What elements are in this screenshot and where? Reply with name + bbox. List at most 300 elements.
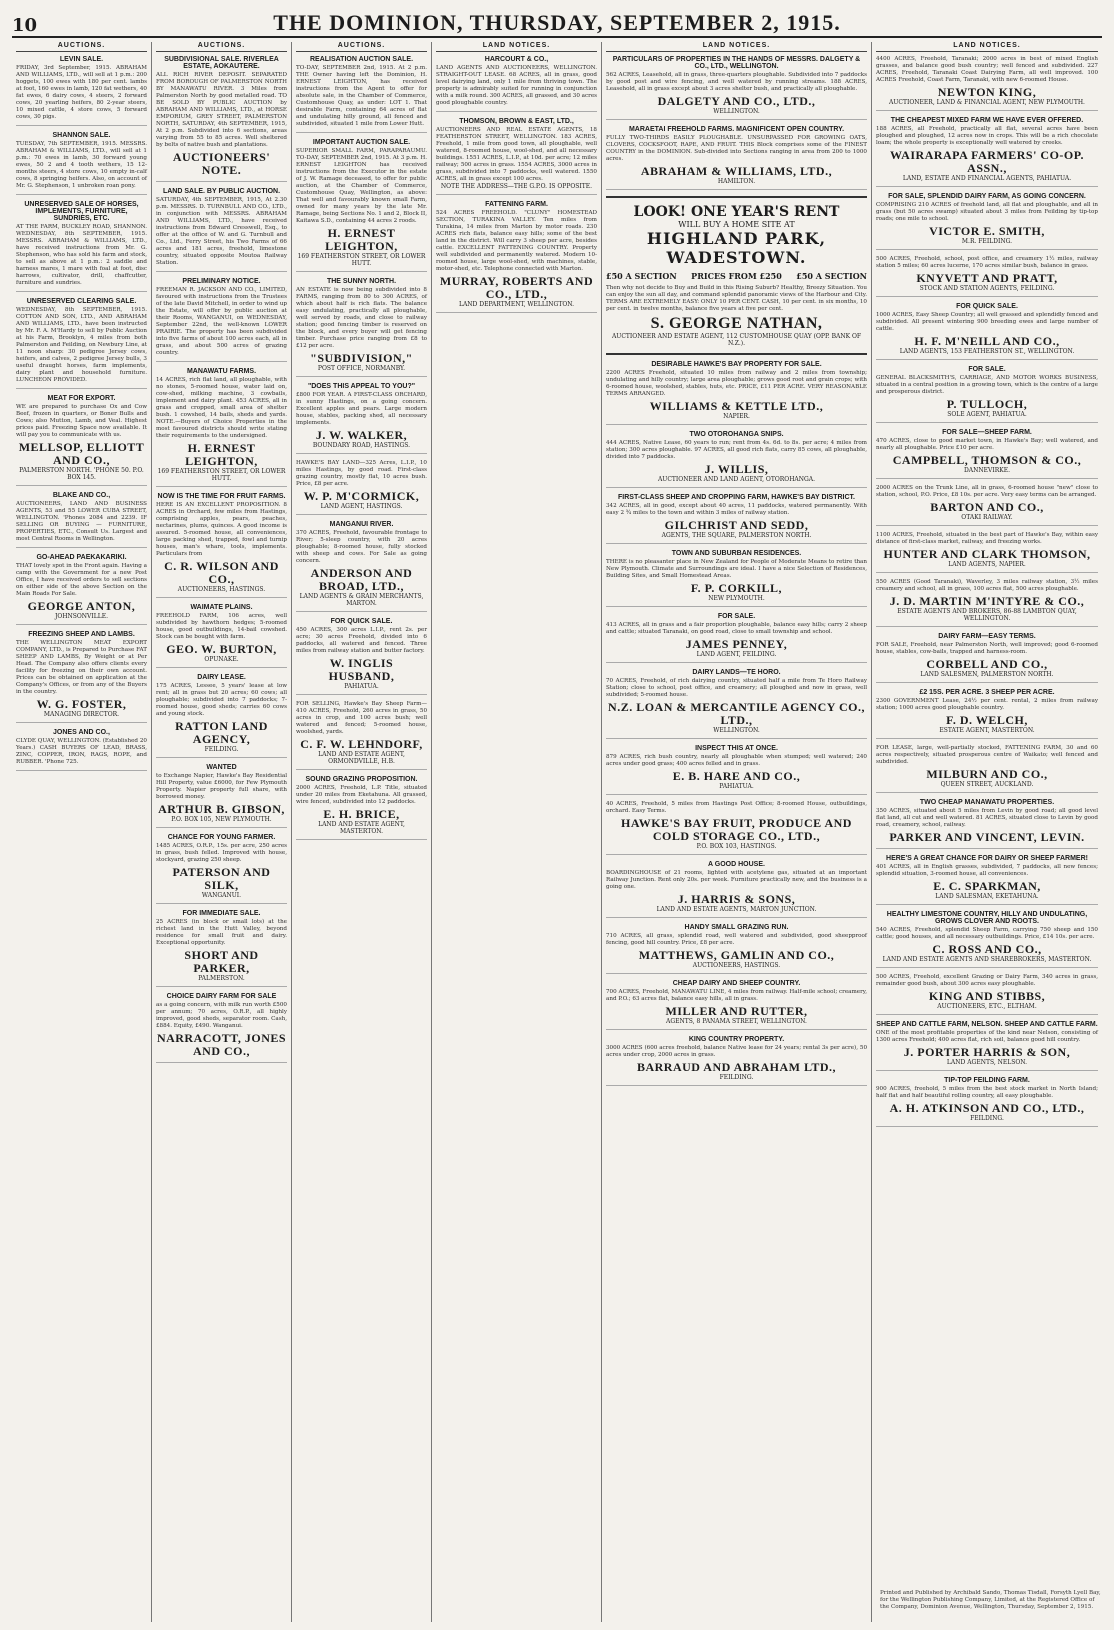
ad-advertiser-address: NAPIER. [723, 413, 750, 420]
ad-advertiser-name: KNYVETT AND PRATT, [916, 271, 1058, 285]
ad-body-text: ALL RICH RIVER DEPOSIT. SEPARATED FROM BOROUGH OF PALMERSTON NORTH BY MANAWATU RIVER. 3 Miles from Palmerston North by good metalled road. TO BE SOLD BY PUBLIC AUCTION by ABRAHAM AND WILLIAMS, LTD., at HORSE EMPORIUM, GREY STREET, PALMERSTON NORTH, SATURDAY, 4th SEPTEMBER, 1915, At 2 p.m. Subdivided into 6 sections, areas varying from 55 to 85 acres. Well sheltered by belts of native bush and plantations. [156, 72, 287, 148]
ad-heading: LEVIN SALE. [59, 56, 104, 63]
ad-body-text: 70 ACRES, Freehold, of rich dairying country, situated half a mile from Te Horo Railway Station; close to school, post office, and creamery; all ploughed and now in grass, well subdivided; 5-roomed house. [606, 678, 867, 698]
ad-advertiser-name: ARTHUR B. GIBSON, [158, 802, 285, 816]
ad-advertiser-name: H. F. M'NEILL AND CO., [914, 334, 1060, 348]
ad-body-text: AUCTIONEERS, LAND AND BUSINESS AGENTS, 53 and 55 LOWER CUBA STREET, WELLINGTON. 'Phones 2084 and 2239. IF SELLING OR BUYING — FURNITURE, PROPERTIES, ETC., Consult Us. Largest and most Central Rooms in Wellington. [16, 501, 147, 542]
feature-headline: LOOK! ONE YEAR'S RENT [633, 204, 840, 220]
column-5 [602, 42, 872, 1622]
ad-body-text: GENERAL BLACKSMITH'S, CARRIAGE, AND MOTOR WORKS BUSINESS, situated in a central position in a growing town, which is the centre of a large and prosperous district. [876, 375, 1098, 395]
ad-heading: MARAETAI FREEHOLD FARMS. MAGNIFICENT OPEN COUNTRY. [628, 126, 845, 133]
ad-body-text: AT THE FARM, BUCKLEY ROAD, SHANNON. WEDNESDAY, 8th SEPTEMBER, 1915. MESSRS. ABRAHAM & WILLIAMS, LTD., have received instructions from Mr. G. Stephenson, who has sold his farm and stock, to sell as above at 1 p.m.: 2 saddle and harness mares, 1 mare with foal at foot, disc harrows, cultivator, drill, chaffcutter, furniture and sundries. [16, 224, 147, 286]
ad-heading: TIP-TOP FEILDING FARM. [944, 1077, 1030, 1084]
ad-heading: WANTED [206, 764, 237, 771]
ad-advertiser-address: LAND AGENT, FEILDING. [696, 651, 777, 658]
ad-advertiser-name: J. WILLIS, [704, 462, 769, 476]
ad-advertiser-address: NOTE THE ADDRESS—THE G.P.O. IS OPPOSITE. [440, 183, 593, 190]
ad-heading: FIRST-CLASS SHEEP AND CROPPING FARM, HAWKE'S BAY DISTRICT. [618, 494, 855, 501]
ad-advertiser-name: AUCTIONEERS' NOTE. [172, 150, 271, 177]
advertisement [606, 669, 867, 739]
ad-body-text: 40 ACRES, Freehold, 5 miles from Hastings Post Office; 8-roomed House, outbuildings, orchard. Easy Terms. [606, 801, 867, 814]
advertisement [876, 633, 1098, 683]
masthead [12, 6, 1102, 38]
ad-advertiser-address: P.O. BOX 105, NEW PLYMOUTH. [171, 816, 272, 823]
column-heading: LAND NOTICES. [436, 42, 597, 52]
ad-heading: FOR SALE. [968, 366, 1006, 373]
ad-advertiser-address: MANAGING DIRECTOR. [43, 711, 120, 718]
ad-advertiser-address: LAND, ESTATE AND FINANCIAL AGENTS, PAHIATUA. [902, 175, 1072, 182]
ad-body-text: AUCTIONEERS AND REAL ESTATE AGENTS, 18 FEATHERSTON STREET, WELLINGTON. 183 ACRES, Freehold, 1 mile from good town, all ploughable, well watered, 8-roomed house, wool-shed, and all necessary buildings. 1551 ACRES, L.I.P., at 10d. per acre; 12 miles railway; 500 acres in grass. 1554 ACRES, 3000 acres in grass, subdivided into 7 paddocks, well watered. 1550 ACRES, all in grass except 100 acres. [436, 127, 597, 182]
ad-advertiser-name: JAMES PENNEY, [685, 637, 788, 651]
ad-heading: JONES AND CO., [53, 729, 110, 736]
ad-advertiser-name: C. F. W. LEHNDORF, [300, 737, 423, 751]
ad-advertiser-name: J. PORTER HARRIS & SON, [903, 1045, 1071, 1059]
advertisement [876, 366, 1098, 423]
column-4 [432, 42, 602, 1622]
advertisement [606, 361, 867, 425]
ad-advertiser-address: AUCTIONEERS, ETC., ELTHAM. [937, 1003, 1037, 1010]
ad-advertiser-address: SOLE AGENT, PAHIATUA. [947, 411, 1027, 418]
feature-body-text: Then why not decide to Buy and Build in this Rising Suburb? Healthy, Breezy Situation. You can enjoy the sun all day, and command splendid panoramic views of the Harbour and City. TERMS ARE EXTREMELY EASY: ONLY 10 PER CENT. CASH, 10 per cent. in six months, 10 per cent. in twelve months, balance five years at five per cent. [606, 285, 867, 312]
column-heading: AUCTIONS. [296, 42, 427, 52]
ad-heading: SOUND GRAZING PROPOSITION. [305, 776, 418, 783]
advertisement [876, 1021, 1098, 1071]
ad-advertiser-address: LAND AGENTS & GRAIN MERCHANTS, MARTON. [299, 593, 424, 607]
highland-park-feature [606, 196, 867, 355]
ad-body-text: to Exchange Napier, Hawke's Bay Residential Hill Property, value £6000, for Few Plymouth Property. Napier property full share, with borrowed money. [156, 773, 287, 800]
ad-heading: SUBDIVISIONAL SALE. RIVERLEA ESTATE, AOKAUTERE. [164, 56, 279, 70]
ad-advertiser-name: H. ERNEST LEIGHTON, [325, 226, 398, 253]
ad-body-text: 14 ACRES, rich flat land, all ploughable, with no stones, 5-roomed house, water laid on, cow-shed, milking machine, 3 cowbails, implement and dairy plant. 453 ACRES, all in grass and cropped, small area of shelter bush. 1 cowshed, 14 bails, sheds and yards. NOTE.—Buyers of Choice Properties in the most favoured districts should write stating their requirements to the undersigned. [156, 377, 287, 439]
ad-advertiser-address: LAND AND ESTATE AGENTS, MARTON JUNCTION. [656, 906, 817, 913]
advertisement [606, 801, 867, 855]
advertisement [876, 799, 1098, 849]
ad-heading: CHEAP DAIRY AND SHEEP COUNTRY. [672, 980, 801, 987]
ad-body-text: FREEMAN R. JACKSON AND CO., LIMITED, favoured with instructions from the Trustees of the late David Mitchell, in order to wind up the Estate, will offer by public auction at their Rooms, WANGANUI, on WEDNESDAY, September 22nd, the well-known LOWER PRAIRIE. The property has been subdivided into five farms of about 100 acres each, all in grass, and about 500 acres of grazing country. [156, 287, 287, 356]
ad-body-text: THE WELLINGTON MEAT EXPORT COMPANY, LTD., is Prepared to Purchase FAT SHEEP AND LAMBS, By Weight or at Per Head. The Company also offers clients every facility for freezing on their own account. Prices can be obtained on application at the Company's Offices, or from any of the Buyers in the country. [16, 640, 147, 695]
ad-body-text: 500 ACRES, Freehold, excellent Grazing or Dairy Farm, 340 acres in grass, remainder good bush, about 300 acres easy ploughable. [876, 974, 1098, 987]
ad-body-text: 550 ACRES (Good Taranaki), Waverley, 3 miles railway station, 3½ miles creamery and school, all in grass, 100 acres flat, 500 acres ploughable. [876, 579, 1098, 592]
ad-heading: TWO OTOROHANGA SNIPS. [689, 431, 784, 438]
ad-body-text: 500 ACRES, Freehold, school, post office, and creamery 1½ miles, railway station 5 miles; 60 acres lucerne, 170 acres similar bush, balance in grass. [876, 256, 1098, 269]
advertisement [296, 383, 427, 454]
ad-advertiser-name: CAMPBELL, THOMSON & CO., [892, 453, 1082, 467]
advertisement [296, 521, 427, 612]
ad-advertiser-name: W. INGLIS HUSBAND, [328, 656, 395, 683]
ad-heading: FOR SALE, SPLENDID DAIRY FARM, AS GOING CONCERN. [888, 193, 1086, 200]
ad-body-text: ONE of the most profitable properties of the kind near Nelson, consisting of 1300 acres Freehold; 400 acres flat, rich soil, balance good hill country. [876, 1030, 1098, 1043]
ad-body-text: FOR SALE, Freehold, near Palmerston North, well improved; good 6-roomed house, stables, cow-bails, trapped and harness-room. [876, 642, 1098, 655]
ad-heading: PRELIMINARY NOTICE. [182, 278, 261, 285]
ad-heading: WAIMATE PLAINS. [190, 604, 253, 611]
ad-heading: CHOICE DAIRY FARM FOR SALE [166, 993, 277, 1000]
ad-heading: FOR QUICK SALE. [956, 303, 1018, 310]
ad-body-text: 370 ACRES, Freehold, favourable frontage to River; 5-sleep country, with 20 acres ploughable; 8-roomed house, fully stocked with sheep and cows. For Sale as going concern. [296, 530, 427, 564]
ad-advertiser-name: N.Z. LOAN & MERCANTILE AGENCY CO., LTD., [608, 700, 865, 727]
ad-advertiser-name: C. R. WILSON AND CO., [164, 559, 279, 586]
ad-advertiser-address: BOUNDARY ROAD, HASTINGS. [312, 442, 411, 449]
ad-advertiser-address: WANGANUI. [201, 892, 242, 899]
ad-advertiser-name: GEORGE ANTON, [27, 599, 136, 613]
ad-advertiser-address: LAND SALESMEN, PALMERSTON NORTH. [920, 671, 1054, 678]
ad-body-text: 562 ACRES, Leasehold, all in grass, three-quarters ploughable. Subdivided into 7 paddocks by good post and wire fencing, and well watered by running streams. 188 ACRES, Leasehold, all in grass except about 3 acres shelter bush, and practically all ploughable. [606, 72, 867, 92]
page-columns [12, 42, 1102, 1622]
ad-body-text: 401 ACRES, all in English grasses, subdivided, 7 paddocks, all new fences; splendid situation, 3-roomed house, all conveniences. [876, 864, 1098, 877]
ad-body-text: 1100 ACRES, Freehold, situated in the best part of Hawke's Bay, within easy distance of first-class market, railway, and freezing works. [876, 532, 1098, 545]
ad-body-text: 470 ACRES, close to good market town, in Hawke's Bay; well watered, and nearly all ploughable. Price £10 per acre. [876, 438, 1098, 451]
advertisement [876, 579, 1098, 627]
feature-advertiser-name: S. GEORGE NATHAN, [650, 315, 823, 332]
ad-advertiser-address: WELLINGTON. [713, 108, 760, 115]
ad-body-text: FRIDAY, 3rd September, 1915. ABRAHAM AND WILLIAMS, LTD., will sell at 1 p.m.: 200 hoggets, 100 ewes with 180 per cent. lambs at foot, 160 ewes in lamb, 120 fat wethers, 40 fat ewes, 6 dairy cows, 4 steers, 2 forward cows, 20 yearling heifers, 80 2-year steers, 10 mixed cattle, 4 store cows, 5 forward cows, 30 pigs. [16, 65, 147, 120]
advertisement [16, 729, 147, 771]
ad-body-text: 1485 ACRES, O.R.P., 15s. per acre, 250 acres in grass, bush felled. Improved with house, stockyard, grazing 250 sheep. [156, 843, 287, 863]
ad-heading: CHANCE FOR YOUNG FARMER. [167, 834, 276, 841]
ad-body-text: WE are prepared to purchase Ox and Cow Beef, frozen in quarters, or Boner Bulls and Cows; also Mutton, Lamb, and Veal. Highest prices paid. Freezing Space now available. It will pay you to communicate with us. [16, 404, 147, 438]
ad-advertiser-name: MILLER AND RUTTER, [665, 1004, 808, 1018]
ad-heading: MEAT FOR EXPORT. [47, 395, 116, 402]
column-6 [872, 42, 1102, 1622]
advertisement [16, 298, 147, 389]
ad-advertiser-address: P.O. BOX 103, HASTINGS. [696, 843, 777, 850]
ad-advertiser-address: LAND DEPARTMENT, WELLINGTON. [458, 301, 575, 308]
ad-advertiser-address: LAND AGENT, HASTINGS. [320, 503, 403, 510]
ad-body-text: 700 ACRES, Freehold, MANAWATU LINE, 4 miles from railway. Half-mile school; creamery, and P.O.; 63 acres flat, balance easy hills, all in grass. [606, 989, 867, 1002]
advertisement [296, 278, 427, 377]
ad-advertiser-name: HAWKE'S BAY FRUIT, PRODUCE AND COLD STORAGE CO., LTD., [621, 816, 852, 843]
ad-heading: THE CHEAPEST MIXED FARM WE HAVE EVER OFFERED. [890, 117, 1084, 124]
advertisement [16, 56, 147, 126]
ad-body-text: 350 ACRES, situated about 5 miles from Levin by good road; all good level flat land, all cut and well watered. 81 ACRES, situated close to Levin by good road, creamery, school, railway. [876, 808, 1098, 828]
ad-heading: THE SUNNY NORTH. [326, 278, 397, 285]
ad-body-text: COMPRISING 210 ACRES of freehold land, all flat and ploughable, and all in grass (but 50 acres swamp) situated about 3 miles from Feilding by tip-top roads; one mile to school. [876, 202, 1098, 222]
ad-body-text: 450 ACRES, 300 acres L.I.P., rent 2s. per acre; 30 acres Freehold, divided into 6 paddocks, all watered and fenced. Three miles from railway station and butter factory. [296, 627, 427, 654]
ad-advertiser-name: PARKER AND VINCENT, LEVIN. [889, 830, 1085, 844]
ad-advertiser-name: PATERSON AND SILK, [172, 865, 271, 892]
ad-advertiser-address: PALMERSTON. [198, 975, 245, 982]
ad-advertiser-name: E. H. BRICE, [323, 807, 400, 821]
ad-advertiser-address: WELLINGTON. [713, 727, 760, 734]
ad-heading: FATTENING FARM. [485, 201, 548, 208]
advertisement [606, 494, 867, 544]
ad-body-text: 2300 GOVERNMENT Lease, 24½ per cent. rental, 2 miles from railway station; 1000 acres good ploughable country. [876, 698, 1098, 711]
advertisement [156, 764, 287, 828]
advertisement [156, 278, 287, 362]
advertisement [876, 193, 1098, 250]
advertisement [876, 485, 1098, 526]
ad-advertiser-address: FEILDING. [204, 746, 239, 753]
ad-advertiser-name: E. B. HARE AND CO., [672, 769, 801, 783]
ad-advertiser-address: AGENTS, THE SQUARE, PALMERSTON NORTH. [661, 532, 812, 539]
ad-advertiser-name: ANDERSON AND BROAD, LTD., [310, 566, 413, 593]
advertisement [296, 776, 427, 840]
ad-heading: DAIRY LANDS—TE HORO. [692, 669, 781, 676]
ad-body-text: BOARDINGHOUSE of 21 rooms, lighted with acetylene gas, situated at an important Railway Junction. Rent only 20s. per week. Furniture practically new, and the business is a going one. [606, 870, 867, 890]
advertisement [606, 431, 867, 488]
ad-body-text: FULLY TWO-THIRDS EASILY PLOUGHABLE. UNSURPASSED FOR GROWING OATS, CLOVERS, COCKSFOOT, RAPE, AND FRUIT. THIS Block comprises some of the FINEST COUNTRY in the DOMINION. Sub-divided into Sections ranging in area from 200 to 1000 acres. [606, 135, 867, 162]
advertisement [876, 1077, 1098, 1127]
ad-heading: IMPORTANT AUCTION SALE. [312, 139, 411, 146]
ad-advertiser-address: 169 FEATHERSTON STREET, OR LOWER HUTT. [157, 468, 286, 482]
ad-advertiser-address: 169 FEATHERSTON STREET, OR LOWER HUTT. [297, 253, 426, 267]
advertisement [436, 201, 597, 313]
advertisement [156, 604, 287, 668]
advertisement [876, 855, 1098, 905]
ad-body-text: HAWKE'S BAY LAND—325 Acres, L.I.P., 10 miles Hastings, by good road. First-class grazing country, mostly flat, 10 acres bush. Price, £8 per acre. [296, 460, 427, 487]
ad-body-text: 540 ACRES, Freehold, splendid Sheep Farm, carrying 750 sheep and 150 cattle; good houses, and all necessary outbuildings. Price, £14 10s. per acre. [876, 927, 1098, 940]
ad-advertiser-name: MILBURN AND CO., [926, 767, 1048, 781]
ad-advertiser-name: F. D. WELCH, [946, 713, 1028, 727]
ad-advertiser-address: STOCK AND STATION AGENTS, FEILDING. [919, 285, 1055, 292]
feature-place: HIGHLAND PARK, WADESTOWN. [646, 229, 827, 267]
ad-advertiser-name: F. P. CORKILL, [690, 581, 783, 595]
advertisement [156, 993, 287, 1063]
ad-advertiser-address: PAHIATUA. [344, 683, 379, 690]
ad-body-text: FREEHOLD FARM, 106 acres, well subdivided by hawthorn hedges; 5-roomed house, good outbuildings, 14-bail cowshed. Stock can be bought with farm. [156, 613, 287, 640]
ad-heading: FOR IMMEDIATE SALE. [182, 910, 261, 917]
ad-body-text: 3000 ACRES (600 acres freehold, balance Native lease for 24 years; rental 3s per acre), 50 acres under crop, 2000 acres in grass. [606, 1045, 867, 1058]
advertisement [156, 674, 287, 758]
advertisement [156, 56, 287, 182]
advertisement [876, 56, 1098, 111]
advertisement [16, 492, 147, 548]
column-3 [292, 42, 432, 1622]
advertisement [16, 132, 147, 195]
imprint-footer: Printed and Published by Archibald Sando, Thomas Tisdall, Forsyth Lyell Bay, for the Wellington Publishing Company, Limited, at the Registered Office of the Company, Dominion Avenue, Wellington, Thursday, September 2, 1915. [880, 1590, 1101, 1610]
advertisement [296, 701, 427, 770]
ad-advertiser-name: ABRAHAM & WILLIAMS, LTD., [640, 164, 833, 178]
ad-advertiser-address: AUCTIONEERS, HASTINGS. [177, 586, 266, 593]
ad-heading: HEALTHY LIMESTONE COUNTRY, HILLY AND UNDULATING, GROWS CLOVER AND ROOTS. [886, 911, 1088, 925]
page-number: 10 [12, 15, 38, 36]
ad-advertiser-address: POST OFFICE, NORMANBY. [317, 365, 406, 372]
ad-advertiser-address: LAND AGENTS, 153 FEATHERSTON ST., WELLINGTON. [899, 348, 1075, 355]
ad-advertiser-address: AUCTIONEER AND LAND AGENT, OTOROHANGA. [657, 476, 816, 483]
advertisement [296, 56, 427, 133]
feature-advertiser-address: AUCTIONEER AND ESTATE AGENT, 112 CUSTOMHOUSE QUAY (OPP. BANK OF N.Z.). [611, 333, 862, 347]
ad-heading: PARTICULARS OF PROPERTIES IN THE HANDS OF MESSRS. DALGETY & CO., LTD., WELLINGTON. [612, 56, 861, 70]
ad-advertiser-name: J. D. MARTIN M'INTYRE & CO., [889, 594, 1085, 608]
ad-body-text: LAND AGENTS AND AUCTIONEERS, WELLINGTON. STRAIGHT-OUT LEASE. 68 ACRES, all in grass, good level dairying land, only 1 mile from thriving town. The property is admirably suited for running in conjunction with a milk round. 300 ACRES, all grassed, and 30 acres good ploughable country. [436, 65, 597, 106]
advertisement [606, 861, 867, 918]
ad-heading: INSPECT THIS AT ONCE. [695, 745, 778, 752]
advertisement [606, 613, 867, 663]
ad-advertiser-name: J. W. WALKER, [315, 428, 408, 442]
ad-advertiser-address: NEW PLYMOUTH. [708, 595, 765, 602]
advertisement [876, 429, 1098, 479]
ad-advertiser-name: H. ERNEST LEIGHTON, [185, 441, 258, 468]
ad-heading: DESIRABLE HAWKE'S BAY PROPERTY FOR SALE. [651, 361, 822, 368]
column-heading: AUCTIONS. [156, 42, 287, 52]
column-2 [152, 42, 292, 1622]
ad-advertiser-name: HUNTER AND CLARK THOMSON, [883, 547, 1091, 561]
advertisement [156, 368, 287, 487]
ad-body-text: 342 ACRES, all in good, except about 40 acres, 11 paddocks, watered permanently. With easy 2 ¾ miles to the town and within 3 miles of railway station. [606, 503, 867, 516]
advertisement [156, 188, 287, 272]
advertisement [876, 745, 1098, 793]
feature-price-row [606, 271, 867, 281]
ad-advertiser-address: PALMERSTON NORTH. 'PHONE 50. P.O. BOX 145. [19, 467, 144, 481]
ad-heading: FOR SALE—SHEEP FARM. [942, 429, 1032, 436]
ad-heading: DAIRY FARM—EASY TERMS. [938, 633, 1036, 640]
ad-advertiser-name: KING AND STIBBS, [928, 989, 1046, 1003]
ad-advertiser-address: M.R. FEILDING. [961, 238, 1013, 245]
advertisement [876, 689, 1098, 739]
ad-body-text: 2000 ACRES, Freehold, L.P. Title, situated under 20 miles from Eketahuna. All grassed, wire fenced, subdivided into 12 paddocks. [296, 785, 427, 805]
column-heading: LAND NOTICES. [876, 42, 1098, 52]
ad-body-text: 175 ACRES, Lessee, 5 years' lease at low rent; all in grass but 20 acres; 60 cows; all ploughable; subdivided into 7 paddocks; 7-roomed house, good sheds; carries 60 cows and young stock. [156, 683, 287, 717]
ad-body-text: 900 ACRES, freehold, 5 miles from the best stock market in North Island; half flat and half beautiful rolling country, all easy ploughable. [876, 1086, 1098, 1099]
ad-heading: TWO CHEAP MANAWATU PROPERTIES. [919, 799, 1055, 806]
ad-advertiser-name: CORBELL AND CO., [926, 657, 1048, 671]
ad-heading: KING COUNTRY PROPERTY. [688, 1036, 785, 1043]
ad-advertiser-address: DANNEVIRKE. [963, 467, 1010, 474]
ad-advertiser-address: AUCTIONEER, LAND & FINANCIAL AGENT, NEW PLYMOUTH. [889, 99, 1085, 106]
ad-advertiser-name: WILLIAMS & KETTLE LTD., [649, 399, 824, 413]
ad-advertiser-name: DALGETY AND CO., LTD., [657, 94, 816, 108]
advertisement [606, 56, 867, 120]
advertisement [876, 256, 1098, 297]
ad-advertiser-name: C. ROSS AND CO., [932, 942, 1042, 956]
advertisement [296, 139, 427, 272]
ad-advertiser-name: A. H. ATKINSON AND CO., LTD., [889, 1101, 1085, 1115]
ad-body-text: 879 ACRES, rich bush country, nearly all ploughable when stumped; well watered; 240 acres under good grass; 400 acres felled and in grass. [606, 754, 867, 767]
ad-advertiser-name: BARTON AND CO., [930, 500, 1044, 514]
ad-advertiser-address: QUEEN STREET, AUCKLAND. [940, 781, 1034, 788]
ad-advertiser-address: ESTATE AGENTS AND BROKERS, 86-88 LAMBTON QUAY, WELLINGTON. [897, 608, 1077, 622]
ad-advertiser-address: FEILDING. [719, 1074, 754, 1081]
price-right: £50 A SECTION [796, 271, 867, 281]
advertisement [156, 834, 287, 904]
ad-body-text: AN ESTATE is now being subdivided into 8 FARMS, ranging from 80 to 300 ACRES, of which about half is rich flats. The balance easy undulating, practically all ploughable, well served by roads, and close to railway station; good fencing timber is reserved on the block, and every buyer will get fencing timber. Purchase price ranging from £8 to £12 per acre. [296, 287, 427, 349]
ad-advertiser-name: P. TULLOCH, [946, 397, 1028, 411]
newspaper-title: THE DOMINION, THURSDAY, SEPTEMBER 2, 1915. [273, 10, 841, 35]
ad-heading: DAIRY LEASE. [197, 674, 246, 681]
ad-body-text: HERE IS AN EXCELLENT PROPOSITION. 8 ACRES in Orchard, few miles from Hastings, comprising apples, pears, peaches, nectarines, plums, quinces. A good income is assured. 5-roomed house, all conveniences, large packing shed, trapped, fowl and turnip houses, man's whare, tools, implements. Particulars from [156, 502, 287, 557]
ad-heading: FOR QUICK SALE. [330, 618, 393, 625]
ad-heading: THOMSON, BROWN & EAST, LTD., [459, 118, 574, 125]
ad-body-text: 2000 ACRES on the Trunk Line, all in grass, 6-roomed house "new" close to station, school, P.O. Price, £8 10s. per acre. Very easy terms can be arranged. [876, 485, 1098, 498]
ad-heading: TOWN AND SUBURBAN RESIDENCES. [671, 550, 802, 557]
ad-advertiser-name: WAIRARAPA FARMERS' CO-OP. ASSN., [890, 148, 1084, 175]
ad-advertiser-name: GEO. W. BURTON, [166, 642, 277, 656]
ad-heading: UNRESERVED SALE OF HORSES, IMPLEMENTS, FURNITURE, SUNDRIES, ETC. [24, 201, 139, 222]
ad-body-text: SUPERIOR SMALL FARM, PARAPARAUMU. TO-DAY, SEPTEMBER 2nd, 1915. At 3 p.m. H. ERNEST LEIGHTON has received instructions from the Executor in the estate of J. W. Ramage deceased, to offer for public auction, at the Chamber of Commerce, Customhouse Quay, Wellington, as above: That well and favourably known small Farm, owned for many years by the late Mr. Ramage, being Sections No. 1 and 2, Block II, Kaitawa S.D., containing 44 acres 2 roods. [296, 148, 427, 224]
advertisement [156, 493, 287, 598]
ad-advertiser-address: FEILDING. [970, 1115, 1004, 1122]
ad-heading: SHEEP AND CATTLE FARM, NELSON. SHEEP AND CATTLE FARM. [876, 1021, 1098, 1028]
ad-advertiser-name: MURRAY, ROBERTS AND CO., LTD., [439, 274, 594, 301]
advertisement [606, 980, 867, 1030]
ad-heading: NOW IS THE TIME FOR FRUIT FARMS. [157, 493, 286, 500]
ad-heading: HARCOURT & CO., [484, 56, 549, 63]
price-left: £50 A SECTION [606, 271, 677, 281]
advertisement [296, 618, 427, 695]
ad-advertiser-address: LAND AGENTS, NELSON. [946, 1059, 1028, 1066]
ad-advertiser-address: LAND AND ESTATE AGENT, ORMONDVILLE, H.B. [318, 751, 405, 765]
ad-advertiser-name: SHORT AND PARKER, [184, 948, 259, 975]
advertisement [296, 460, 427, 515]
ad-advertiser-address: ESTATE AGENT, MASTERTON. [939, 727, 1035, 734]
advertisement [876, 117, 1098, 187]
ad-heading: "DOES THIS APPEAL TO YOU?" [307, 383, 416, 390]
ad-advertiser-name: RATTON LAND AGENCY, [175, 719, 268, 746]
ad-body-text: FOR SELLING, Hawke's Bay Sheep Farm—410 ACRES, Freehold, 260 acres in grass, 50 acres in crop, and 100 acres bush; well watered and fenced; 5-roomed house, woolshed, yards. [296, 701, 427, 735]
ad-body-text: TUESDAY, 7th SEPTEMBER, 1915. MESSRS. ABRAHAM & WILLIAMS, LTD., will sell at 1 p.m.: 70 ewes in lamb, 30 forward young ewes, 50 2 and 4 tooth wethers, 15 12-months steers, 4 store cows, 10 empty in-calf cows, 8 springing heifers. Also, on account of Mr. G. Stephenson, 1 unbroken roan pony. [16, 141, 147, 189]
ad-body-text: SATURDAY, 4th SEPTEMBER, 1915, At 2.30 p.m. MESSRS. D. TURNBULL AND CO., LTD., in conjunction with MESSRS. ABRAHAM AND WILLIAMS, LTD., have received instructions from Edward Cresswell, Esq., to offer at the office of W. and G. Turnbull and Co., Ltd., Ferry Street, his Two Farms of 66 acres and 181 acres, freehold, limestone country, situated opposite Moutoa Railway Station. [156, 197, 287, 266]
ad-body-text: £800 FOR YEAR. A FIRST-CLASS ORCHARD, in sunny Hastings, on a going concern. Excellent apples and pears. Large modern house, stables, packing shed, all necessary implements. [296, 392, 427, 426]
column-1 [12, 42, 152, 1622]
advertisement [156, 910, 287, 987]
ad-body-text: as a going concern, with milk run worth £500 per annum; 70 acres, O.R.P., all highly improved, good sheds, separator room. Cash, £884. Equity, £490. Wanganui. [156, 1002, 287, 1029]
ad-advertiser-name: MELLSOP, ELLIOTT AND CO., [18, 440, 145, 467]
ad-heading: A GOOD HOUSE. [708, 861, 765, 868]
ad-body-text: TO-DAY, SEPTEMBER 2nd, 1915. At 2 p.m. THE Owner having left the Dominion, H. ERNEST LEIGHTON, has received instructions from the Agent to offer for absolute sale, in the Chamber of Commerce, Customhouse Quay, as under: LOT 1. That desirable Farm, containing 64 acres of flat and undulating hilly ground, all fenced and subdivided, situated 1 mile from Lower Hutt. [296, 65, 427, 127]
ad-advertiser-name: J. HARRIS & SONS, [677, 892, 796, 906]
advertisement [606, 550, 867, 607]
advertisement [606, 924, 867, 974]
advertisement [16, 554, 147, 625]
ad-advertiser-address: LAND AND ESTATE AGENT, MASTERTON. [318, 821, 405, 835]
ad-advertiser-address: JOHNSONVILLE. [54, 613, 109, 620]
ad-heading: FOR SALE. [717, 613, 756, 620]
column-heading: AUCTIONS. [16, 42, 147, 52]
ad-body-text: 710 ACRES, all grass, splendid road, well watered and subdivided, good sheepproof fencing, good hill country. Price, £8 per acre. [606, 933, 867, 946]
ad-advertiser-address: LAND AND ESTATE AGENTS AND SHAREBROKERS, MASTERTON. [882, 956, 1092, 963]
advertisement [436, 56, 597, 112]
ad-heading: FREEZING SHEEP AND LAMBS. [28, 631, 135, 638]
ad-advertiser-address: OTAKI RAILWAY. [961, 514, 1013, 521]
ad-body-text: FOR LEASE, large, well-partially stocked, FATTENING FARM, 30 and 60 acres respectively, situated prosperous centre of Waikato; well fenced and subdivided. [876, 745, 1098, 765]
ad-advertiser-name: MATTHEWS, GAMLIN AND CO., [638, 948, 835, 962]
ad-heading: MANAWATU FARMS. [186, 368, 257, 375]
ad-heading: HANDY SMALL GRAZING RUN. [684, 924, 789, 931]
advertisement [16, 201, 147, 292]
price-middle: PRICES FROM £250 [691, 271, 782, 281]
ad-body-text: WEDNESDAY, 8th SEPTEMBER, 1915. COTTON AND SON, LTD., AND ABRAHAM AND WILLIAMS, LTD., have been instructed by Mr. F. A. M'Hardy to sell by Public Auction at his Farm, Brooklyn, 4 miles from both Palmerston and Feilding, on Newbury Line, at 11 noon sharp: 30 pedigree Jersey cows, heifers, and calves, 2 pedigree Jersey bulls, 3 useful draught horses, farm implements, dairy plant and household furniture. LUNCHEON PROVIDED. [16, 307, 147, 383]
ad-heading: £2 15S. PER ACRE. 3 SHEEP PER ACRE. [919, 689, 1055, 696]
ad-advertiser-name: W. P. M'CORMICK, [303, 489, 420, 503]
advertisement [606, 1036, 867, 1086]
ad-heading: GO-AHEAD PAEKAKARIKI. [36, 554, 127, 561]
ad-advertiser-address: AGENTS, 8 PANAMA STREET, WELLINGTON. [666, 1018, 807, 1025]
ad-body-text: 1000 ACRES, Easy Sheep Country; all well grassed and splendidly fenced and subdivided. All present wintering 900 breeding ewes and large number of cattle. [876, 312, 1098, 332]
advertisement [876, 303, 1098, 360]
advertisement [876, 911, 1098, 968]
ad-advertiser-name: BARRAUD AND ABRAHAM LTD., [636, 1060, 837, 1074]
ad-body-text: CLYDE QUAY, WELLINGTON. (Established 20 Years.) CASH BUYERS OF LEAD, BRASS, ZINC, COPPER, IRON, RAGS, ROPE, and RUBBER. 'Phone 725. [16, 738, 147, 765]
ad-advertiser-address: PAHIATUA. [719, 783, 754, 790]
column-heading: LAND NOTICES. [606, 42, 867, 52]
advertisement [606, 126, 867, 190]
ad-advertiser-name: NEWTON KING, [937, 85, 1037, 99]
ad-advertiser-address: LAND SALESMAN, EKETAHUNA. [935, 893, 1039, 900]
feature-subline: WILL BUY A HOME SITE AT [678, 220, 795, 229]
ad-body-text: 413 ACRES, all in grass and a fair proportion ploughable, balance easy hills; carry 2 sheep and cattle; situated Taranaki, on good road, close to small township and school. [606, 622, 867, 635]
ad-body-text: THERE is no pleasanter place in New Zealand for People of Moderate Means to retire than New Plymouth. Climate and Surroundings are ideal. I have a nice Selection of Residences, Building Sites, and Small Homestead Areas. [606, 559, 867, 579]
ad-heading: LAND SALE. BY PUBLIC AUCTION. [162, 188, 281, 195]
ad-advertiser-address: LAND AGENTS, NAPIER. [948, 561, 1026, 568]
ad-heading: REALISATION AUCTION SALE. [309, 56, 414, 63]
ad-body-text: THAT lovely spot in the Front again. Having a camp with the Government for a new Post Office, I have received orders to sell sections on either side of the above Section on the Main Roads For Sale. [16, 563, 147, 597]
ad-advertiser-name: "SUBDIVISION," [310, 351, 413, 365]
ad-advertiser-address: OPUNAKE. [204, 656, 239, 663]
ad-body-text: 524 ACRES FREEHOLD. "CLUNY" HOMESTEAD SECTION, TURAKINA VALLEY. Ten miles from Turakina, 14 miles from Marton by motor roads. 230 ACRES rich flats, balance easy hills; some of the best land in the district. Will carry 3 sheep per acre, besides cattle. EXCELLENT FATTENING COUNTRY. Property well subdivided and permanently watered. Modern 10-roomed house, large wool-shed, with machines, stable, motor-shed, etc. Telephone connected with Marton. [436, 210, 597, 272]
ad-heading: UNRESERVED CLEARING SALE. [26, 298, 137, 305]
ad-advertiser-name: GILCHRIST AND SEDD, [664, 518, 809, 532]
ad-heading: BLAKE AND CO., [52, 492, 111, 499]
ad-advertiser-address: AUCTIONEERS, HASTINGS. [692, 962, 781, 969]
